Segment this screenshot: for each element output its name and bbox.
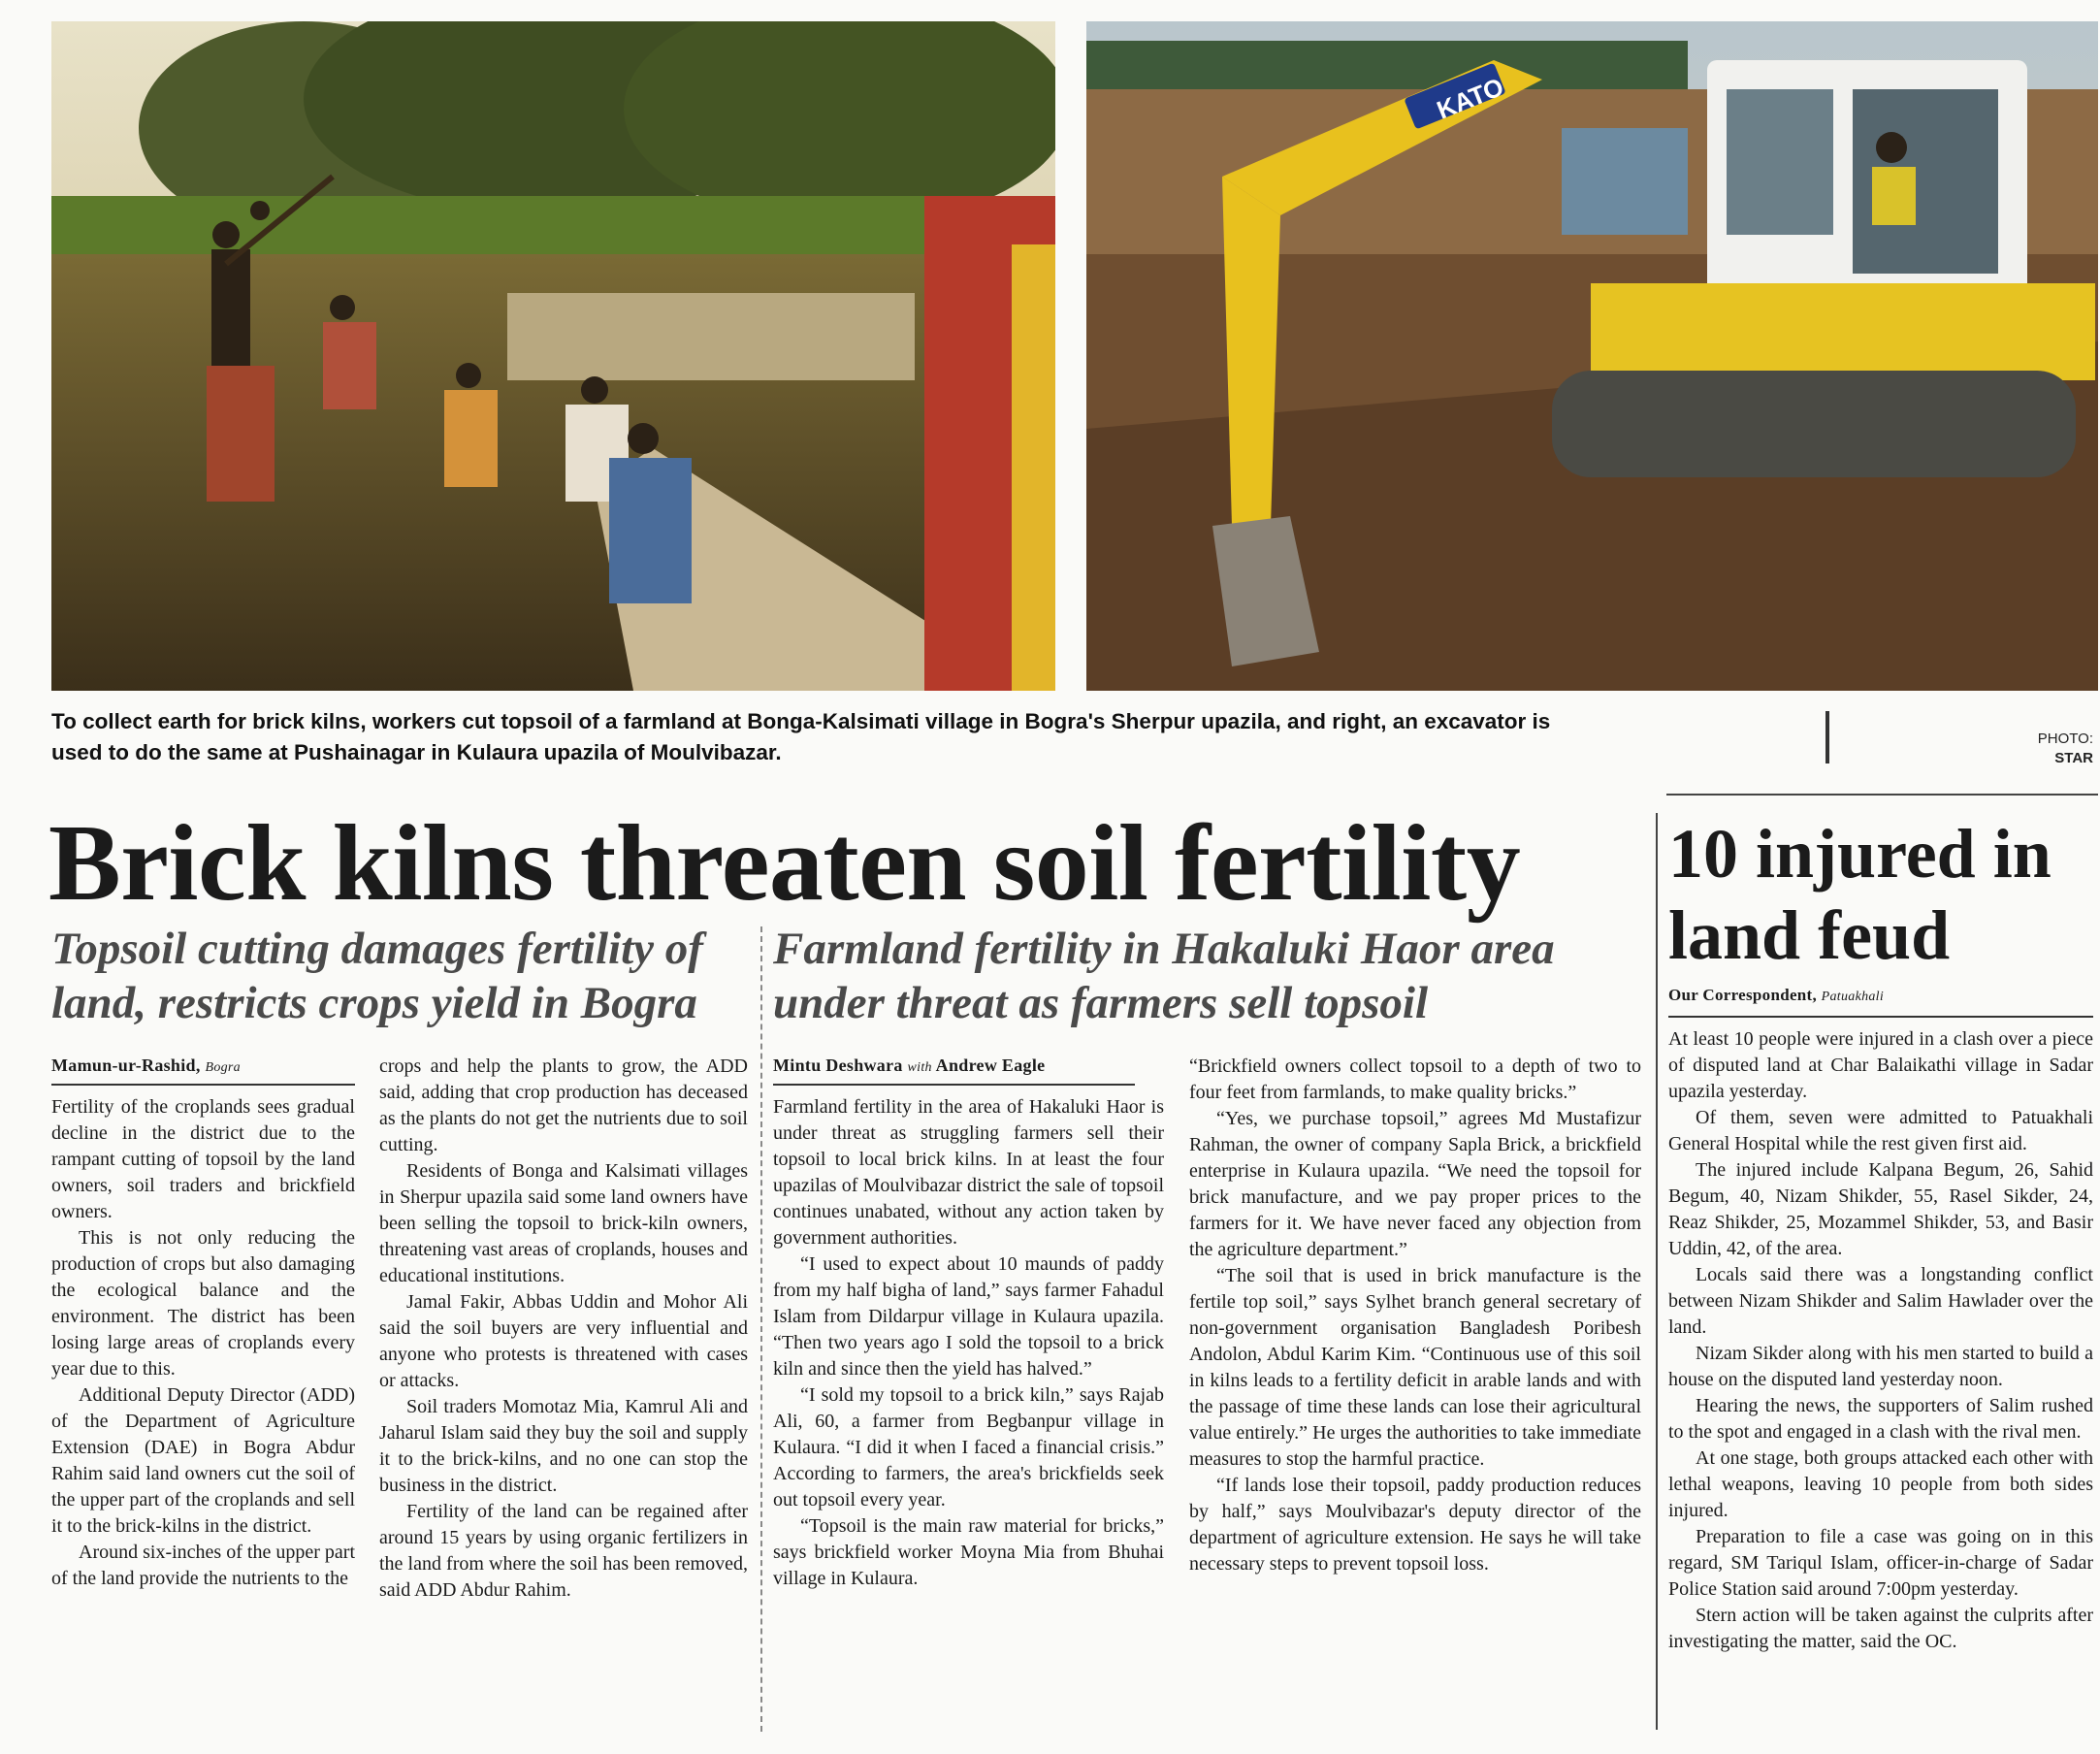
paragraph: “I used to expect about 10 maunds of paddy from my half bigha of land,” says farmer Fahadul Islam from Dildarpur village in Kulaura upazila. “Then two years ago I sold the topsoil to a brick kiln and since then the yield has halved.”: [773, 1253, 1164, 1380]
side-byline: [1668, 984, 1884, 1009]
left-byline-rule: [51, 1084, 355, 1086]
paragraph: Fertility of the croplands sees gradual decline in the district due to the rampant cutting of topsoil by the land owners, soil traders and brickfield owners.: [51, 1096, 355, 1222]
paragraph: Additional Deputy Director (ADD) of the Department of Agriculture Extension (DAE) in Bogra Abdur Rahim said land owners cut the soil of the upper part of the croplands and sell it to the brick-kilns in the district.: [51, 1384, 355, 1537]
photo-credit-label: PHOTO:: [2037, 731, 2093, 747]
paragraph: Stern action will be taken against the culprits after investigating the matter, said the OC.: [1668, 1605, 2093, 1652]
story-divider: [760, 926, 762, 1732]
paragraph: crops and help the plants to grow, the ADD said, adding that crop production has deceased as the plants do not get the nutrients due to soil cutting.: [379, 1056, 748, 1155]
paragraph: “Brickfield owners collect topsoil to a depth of two to four feet from farmlands, to make quality bricks.”: [1189, 1056, 1641, 1103]
left-byline-place: Bogra: [205, 1060, 241, 1075]
paragraph: “Topsoil is the main raw material for bricks,” says brickfield worker Moyna Mia from Bhuhai village in Kulaura.: [773, 1515, 1164, 1589]
right-story-column-1: [773, 1094, 1164, 1592]
side-byline-name: Our Correspondent,: [1668, 986, 1818, 1004]
paragraph: Around six-inches of the upper part of the land provide the nutrients to the: [51, 1542, 355, 1589]
side-byline-rule: [1668, 1016, 2093, 1018]
right-story-column-2: [1189, 1054, 1641, 1577]
side-headline: 10 injured in land feud: [1668, 815, 2052, 974]
paragraph: Soil traders Momotaz Mia, Kamrul Ali and Jaharul Islam said they buy the soil and supply it to the brick-kilns, and no one can stop the business in the district.: [379, 1396, 748, 1496]
photo-workers-cutting-topsoil: [51, 21, 1055, 691]
right-byline-with: with: [907, 1060, 932, 1075]
left-story-column-2: [379, 1054, 748, 1604]
right-byline-name1: Mintu Deshwara: [773, 1056, 903, 1075]
paragraph: “Yes, we purchase topsoil,” agrees Md Mustafizur Rahman, the owner of company Sapla Brick, a brickfield enterprise in Kulaura upazila. “We need the topsoil for brick manufacture, and we pay proper prices to the farmers for it. We have never faced any objection from the agriculture department.”: [1189, 1108, 1641, 1260]
paragraph: At one stage, both groups attacked each other with lethal weapons, leaving 10 people from both sides injured.: [1668, 1447, 2093, 1521]
right-byline-name2: Andrew Eagle: [935, 1056, 1046, 1075]
paragraph: Farmland fertility in the area of Hakaluki Haor is under threat as struggling farmers sell their topsoil to local brick kilns. In at least the four upazilas of Moulvibazar district the sale of topsoil continues unabated, without any action taken by government authorities.: [773, 1096, 1164, 1249]
paragraph: Residents of Bonga and Kalsimati villages in Sherpur upazila said some land owners have been selling the topsoil to brick-kiln owners, threatening vast areas of croplands, houses and educational institutions.: [379, 1160, 748, 1286]
paragraph: At least 10 people were injured in a clash over a piece of disputed land at Char Balaikathi village in Sadar upazila yesterday.: [1668, 1028, 2093, 1102]
paragraph: Locals said there was a longstanding conflict between Nizam Shikder and Salim Hawlader over the land.: [1668, 1264, 2093, 1338]
photo-credit-source: STAR: [2054, 750, 2093, 766]
paragraph: Nizam Sikder along with his men started to build a house on the disputed land yesterday noon.: [1668, 1343, 2093, 1390]
photo-credit: [2006, 730, 2093, 768]
right-subheadline: Farmland fertility in Hakaluki Haor area under threat as farmers sell topsoil: [773, 924, 1555, 1028]
left-byline: [51, 1054, 241, 1080]
caption-divider: [1825, 711, 1829, 763]
photo-caption: To collect earth for brick kilns, workers cut topsoil of a farmland at Bonga-Kalsimati village in Bogra's Sherpur upazila, and right, an excavator is used to do the same at Pushainagar in Kulaura upazila of Moulvibazar.: [51, 709, 1551, 764]
left-byline-name: Mamun-ur-Rashid,: [51, 1056, 201, 1075]
right-byline: [773, 1054, 1045, 1080]
side-story-column: [1668, 1026, 2093, 1655]
right-byline-rule: [773, 1084, 1135, 1086]
side-byline-place: Patuakhali: [1821, 990, 1885, 1004]
photo-excavator: [1086, 21, 2098, 691]
paragraph: Fertility of the land can be regained after around 15 years by using organic fertilizers in the land from where the soil has been removed, said ADD Abdur Rahim.: [379, 1501, 748, 1601]
paragraph: Jamal Fakir, Abbas Uddin and Mohor Ali said the soil buyers are very influential and anyone who protests is threatened with cases or attacks.: [379, 1291, 748, 1391]
left-story-column-1: [51, 1094, 355, 1592]
main-headline: Brick kilns threaten soil fertility: [48, 803, 1521, 924]
paragraph: The injured include Kalpana Begum, 26, Sahid Begum, 40, Nizam Shikder, 55, Rasel Sikder, 24, Reaz Shikder, 25, Mozammel Shikder, 53, and Basir Uddin, 42, of the area.: [1668, 1159, 2093, 1259]
left-subheadline: Topsoil cutting damages fertility of land, restricts crops yield in Bogra: [51, 924, 703, 1028]
paragraph: Hearing the news, the supporters of Salim rushed to the spot and engaged in a clash with the rival men.: [1668, 1395, 2093, 1443]
paragraph: “The soil that is used in brick manufacture is the fertile top soil,” says Sylhet branch general secretary of non-government organisation Bangladesh Poribesh Andolon, Abdul Karim Kim. “Continuous use of this soil in kilns leads to a fertility deficit in arable lands and with the passage of time these lands can lose their agricultural value entirely.” He urges the authorities to take immediate measures to stop the harmful practice.: [1189, 1265, 1641, 1470]
side-top-rule: [1666, 794, 2098, 796]
paragraph: “If lands lose their topsoil, paddy production reduces by half,” says Moulvibazar's deputy director of the department of agriculture extension. He says he will take necessary steps to prevent topsoil loss.: [1189, 1475, 1641, 1575]
paragraph: “I sold my topsoil to a brick kiln,” says Rajab Ali, 60, a farmer from Begbanpur village in Kulaura. “I did it when I faced a financial crisis.” According to farmers, the area's brickfields seek out topsoil every year.: [773, 1384, 1164, 1510]
paragraph: Preparation to file a case was going on in this regard, SM Tariqul Islam, officer-in-charge of Sadar Police Station said around 7:00pm yesterday.: [1668, 1526, 2093, 1600]
paragraph: Of them, seven were admitted to Patuakhali General Hospital while the rest given first aid.: [1668, 1107, 2093, 1154]
kato-logo: KATO: [1432, 72, 1508, 125]
paragraph: This is not only reducing the production of crops but also damaging the ecological balance and the environment. The district has been losing large areas of croplands every year due to this.: [51, 1227, 355, 1380]
column-divider: [1656, 813, 1658, 1730]
